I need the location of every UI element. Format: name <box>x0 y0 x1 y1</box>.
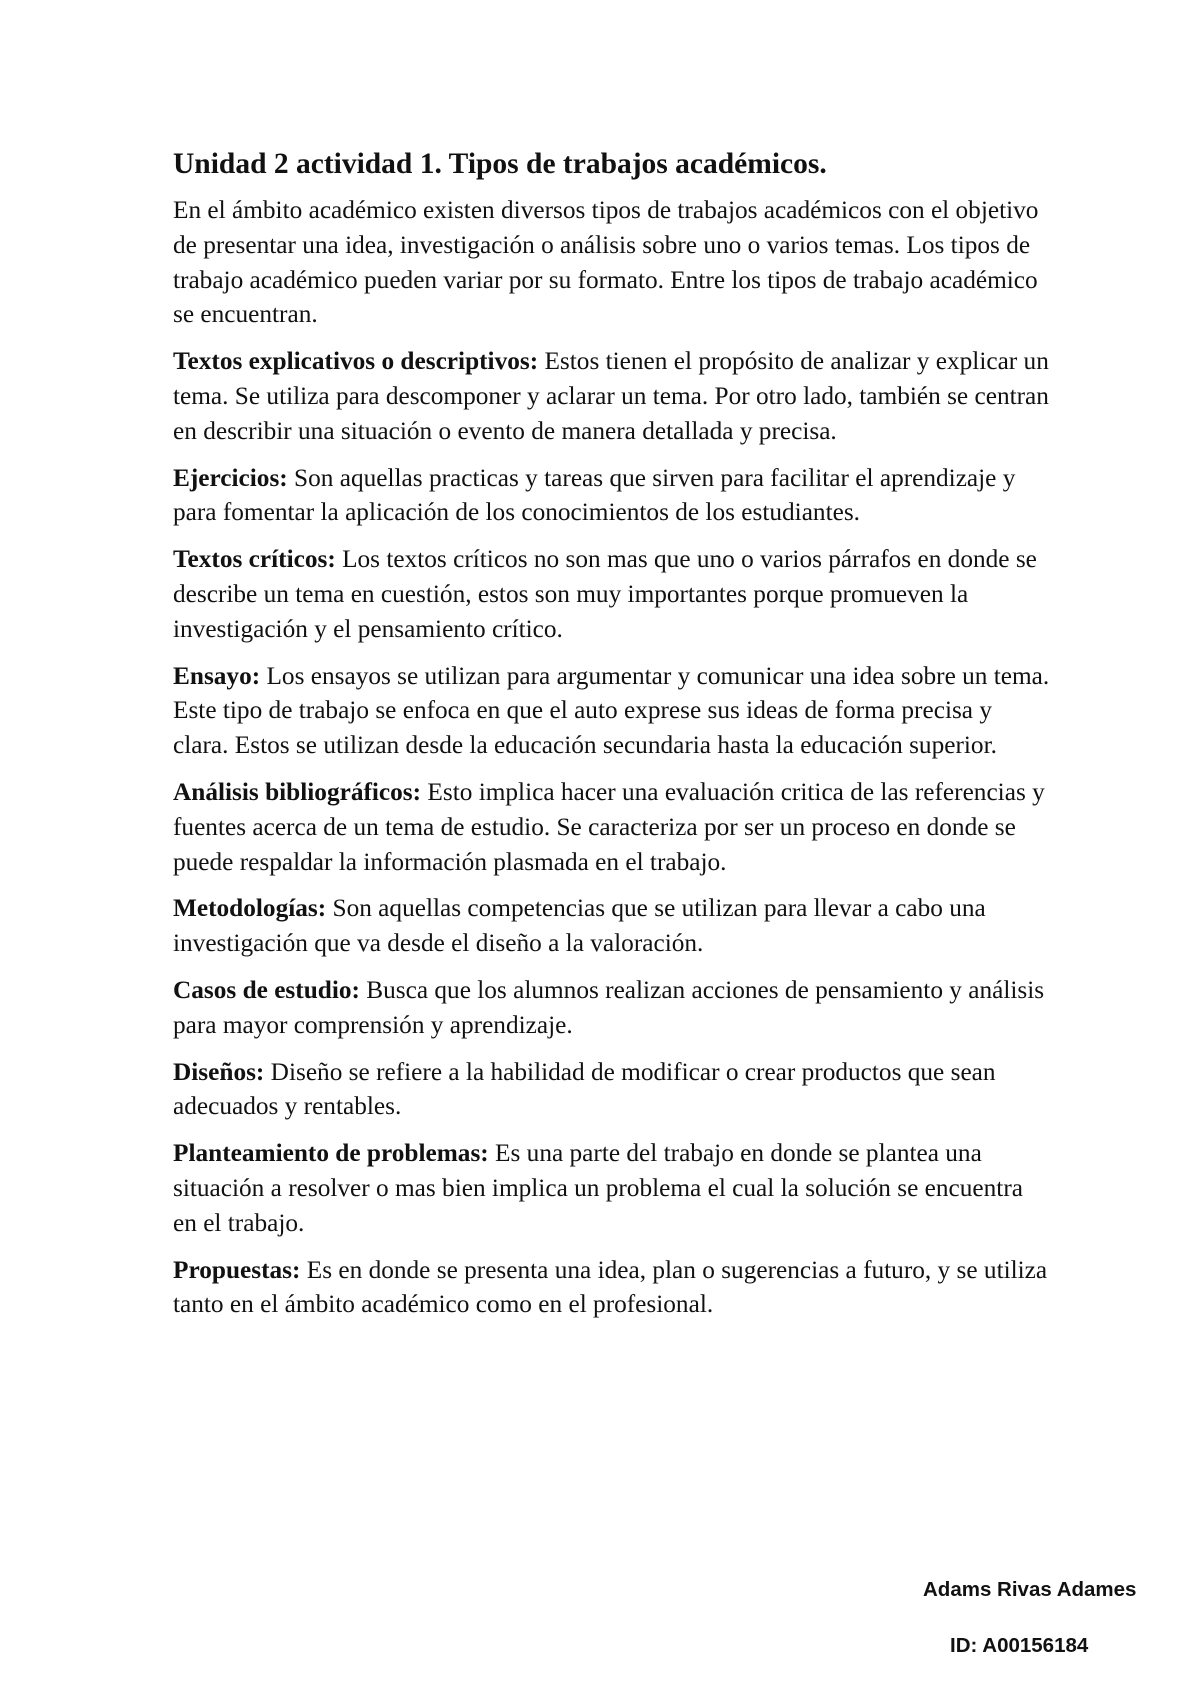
section-text: Estos tienen el propósito de analizar y explicar un tema. Se utiliza para descomponer y aclarar un tema. Por otro lado, también se centran en describir una situación o evento de manera detallada y precisa. <box>173 347 1049 445</box>
section-text: Es en donde se presenta una idea, plan o sugerencias a futuro, y se utiliza tanto en el ámbito académico como en el profesional. <box>173 1255 1048 1319</box>
document-body <box>173 146 1053 1334</box>
section-text: Son aquellas competencias que se utilizan para llevar a cabo una investigación que va desde el diseño a la valoración. <box>173 894 986 958</box>
section-paragraph <box>173 344 1053 448</box>
section-term: Textos críticos: <box>173 545 336 574</box>
section-term: Ensayo: <box>173 661 261 690</box>
section-text: Los textos críticos no son mas que uno o varios párrafos en donde se describe un tema en cuestión, estos son muy importantes porque promueven la investigación y el pensamiento crítico. <box>173 545 1037 643</box>
section-term: Metodologías: <box>173 894 327 923</box>
section-text: Diseño se refiere a la habilidad de modificar o crear productos que sean adecuados y rentables. <box>173 1057 996 1121</box>
section-term: Textos explicativos o descriptivos: <box>173 347 539 376</box>
document-title: Unidad 2 actividad 1. Tipos de trabajos académicos. <box>173 148 827 180</box>
section-text: Los ensayos se utilizan para argumentar y comunicar una idea sobre un tema. Este tipo de trabajo se enfoca en que el auto exprese sus ideas de forma precisa y clara. Estos se utilizan desde la educación secundaria hasta la educación superior. <box>173 661 1050 760</box>
section-text: Es una parte del trabajo en donde se plantea una situación a resolver o mas bien implica un problema el cual la solución se encuentra en el trabajo. <box>173 1139 1023 1237</box>
section-term: Planteamiento de problemas: <box>173 1139 489 1168</box>
section-paragraph <box>173 659 1053 763</box>
section-term: Ejercicios: <box>173 463 288 492</box>
section-paragraph <box>173 775 1053 879</box>
section-term: Diseños: <box>173 1057 265 1086</box>
section-term: Casos de estudio: <box>173 975 360 1004</box>
intro-paragraph: En el ámbito académico existen diversos tipos de trabajos académicos con el objetivo de presentar una idea, investigación o análisis sobre uno o varios temas. Los tipos de trabajo académico pueden variar por su formato. Entre los tipos de trabajo académico se encuentran. <box>173 196 1039 329</box>
section-paragraph <box>173 1253 1053 1323</box>
section-paragraph <box>173 461 1053 531</box>
section-term: Propuestas: <box>173 1255 301 1284</box>
section-paragraph <box>173 1055 1053 1125</box>
section-text: Busca que los alumnos realizan acciones de pensamiento y análisis para mayor comprensión y aprendizaje. <box>173 975 1045 1039</box>
author-name: Adams Rivas Adames <box>923 1578 1137 1601</box>
section-paragraph <box>173 973 1053 1043</box>
section-term: Análisis bibliográficos: <box>173 777 422 806</box>
section-paragraph <box>173 891 1053 961</box>
author-id: ID: A00156184 <box>950 1634 1089 1657</box>
section-text: Son aquellas practicas y tareas que sirven para facilitar el aprendizaje y para fomentar la aplicación de los conocimientos de los estudiantes. <box>173 463 1016 527</box>
section-paragraph <box>173 1136 1053 1240</box>
section-text: Esto implica hacer una evaluación critica de las referencias y fuentes acerca de un tema de estudio. Se caracteriza por ser un proceso en donde se puede respaldar la información plasmada en el trabajo. <box>173 777 1045 876</box>
section-paragraph <box>173 542 1053 646</box>
